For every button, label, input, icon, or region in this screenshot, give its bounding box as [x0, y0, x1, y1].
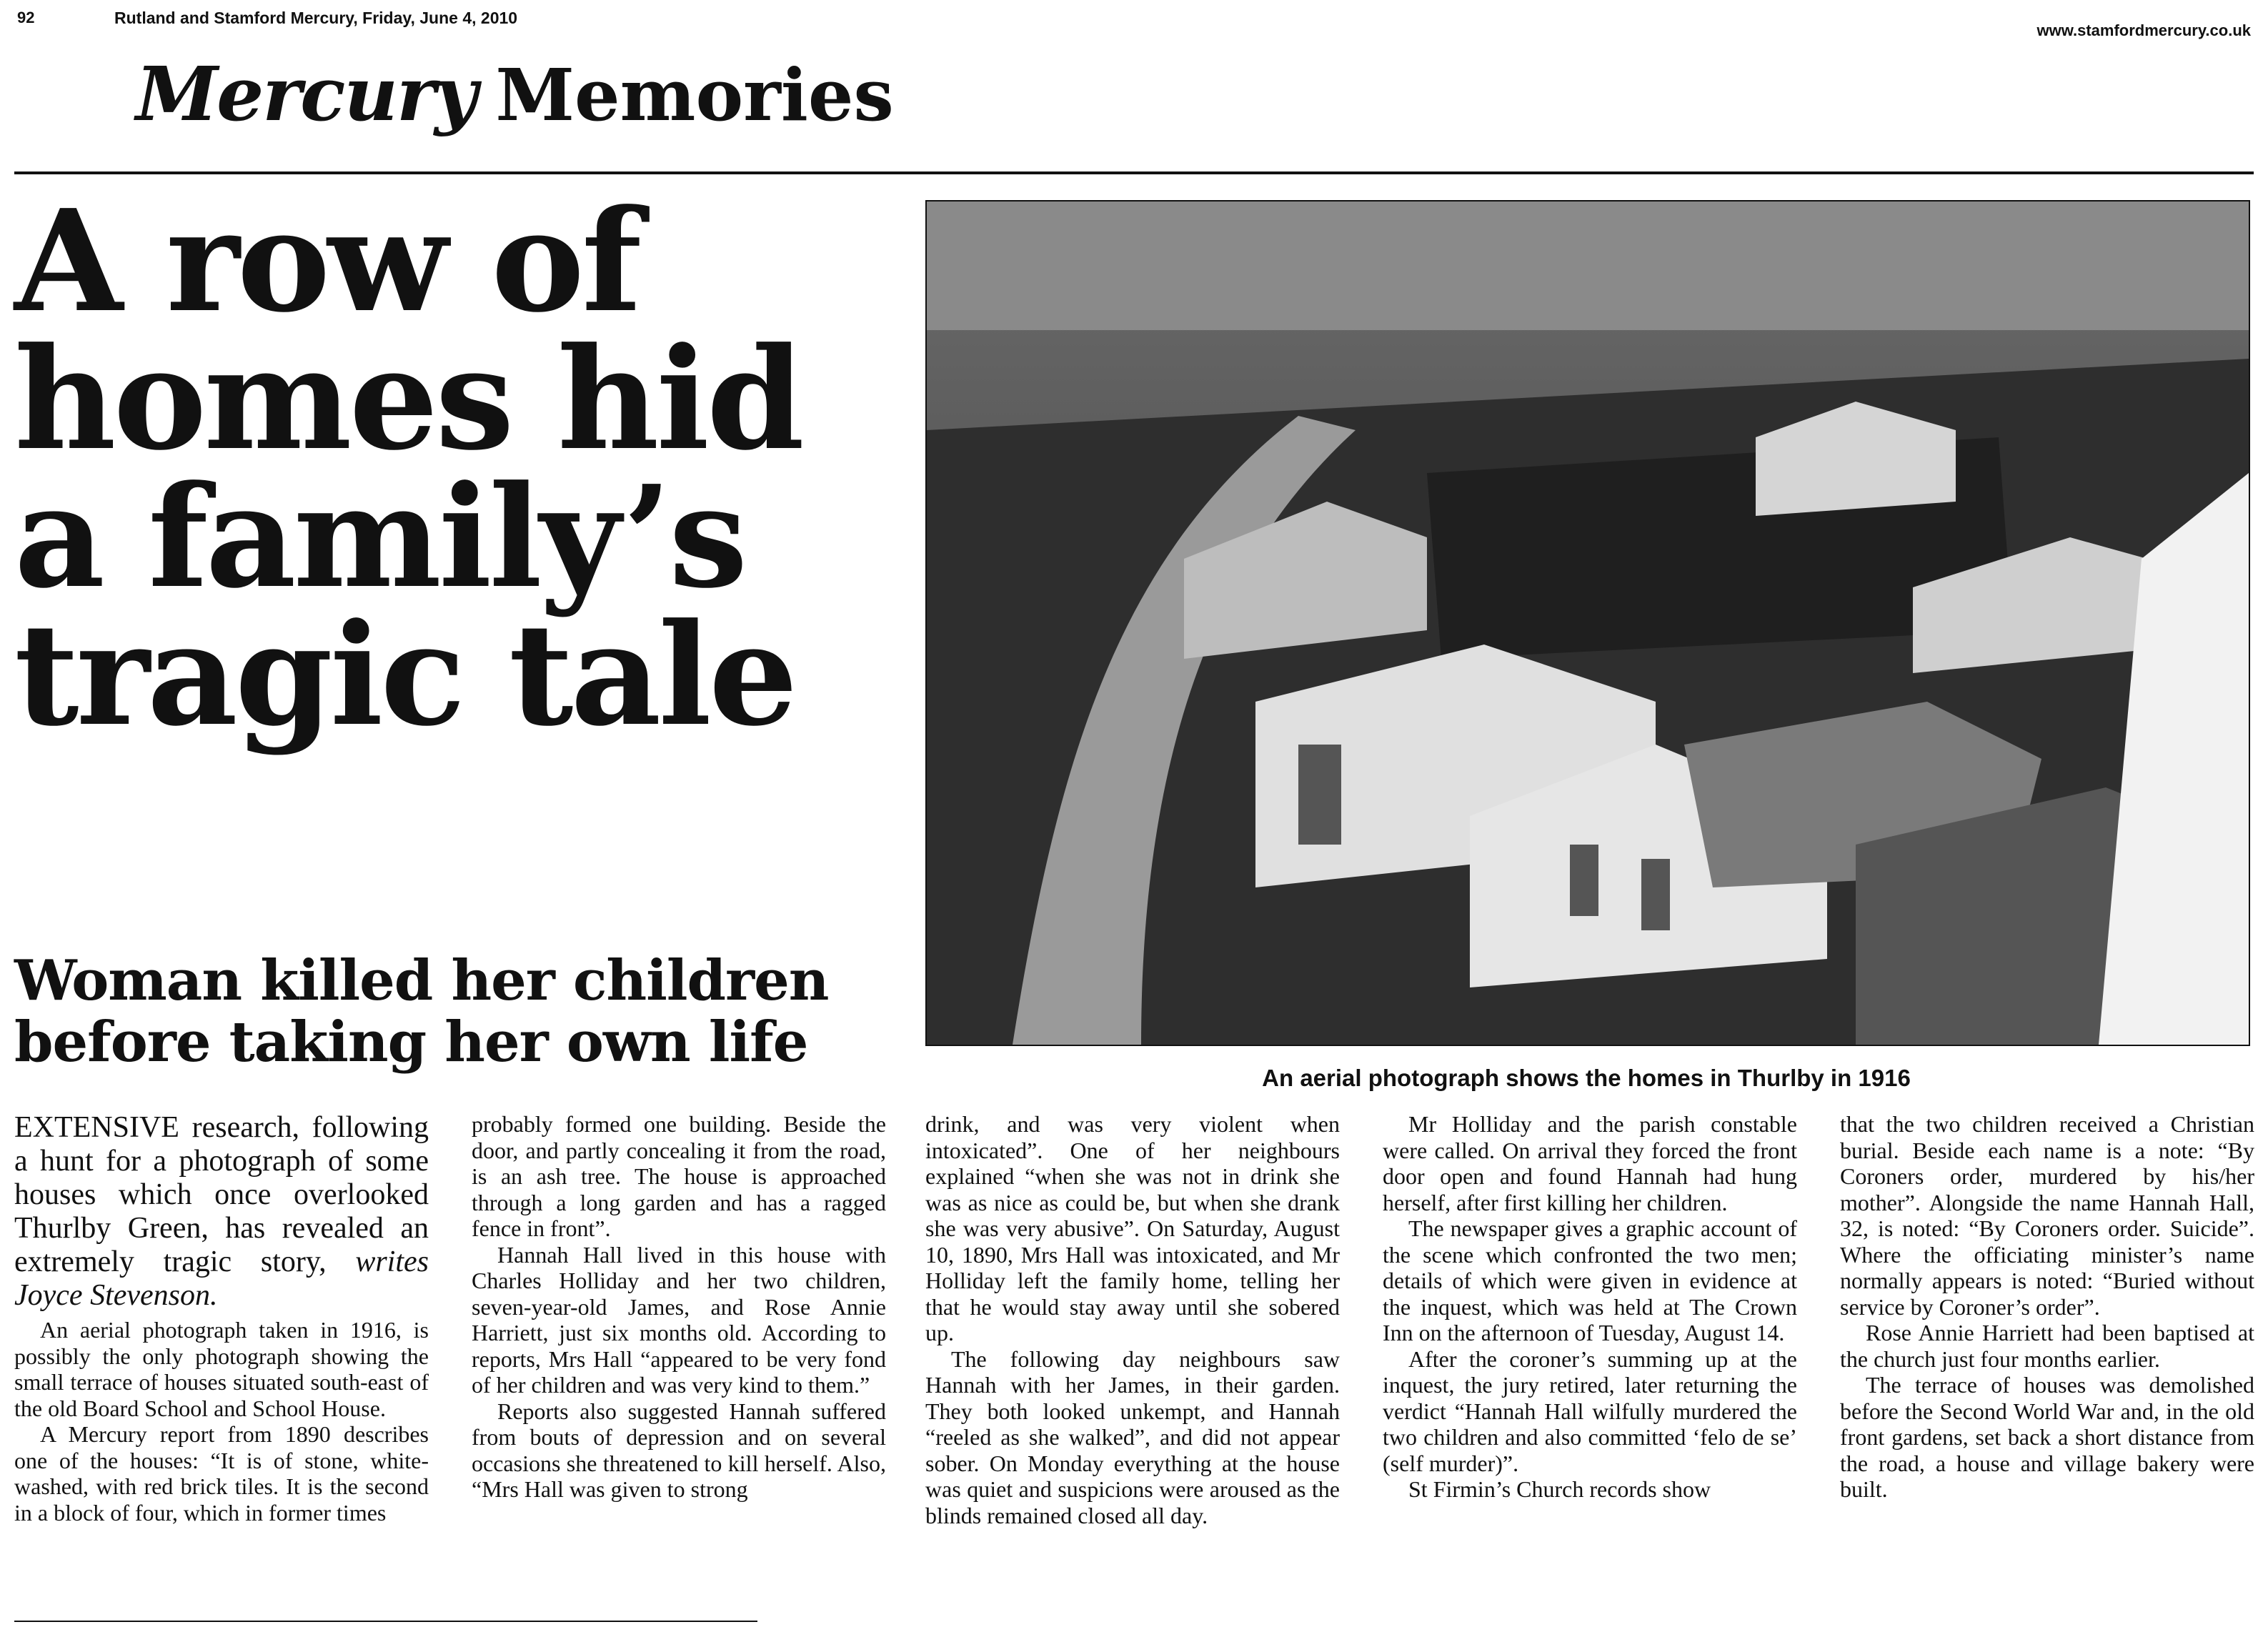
masthead-mercury: Mercury — [136, 50, 477, 138]
bottom-rule — [14, 1621, 757, 1622]
headline-line: A row of — [14, 179, 640, 344]
website-url: www.stamfordmercury.co.uk — [2036, 21, 2251, 39]
paragraph: Mr Holliday and the parish constable were called. On arrival they forced the front door open and found Hannah had hung herself, after first killing her children. — [1383, 1111, 1797, 1215]
headline-line: tragic tale — [14, 593, 795, 757]
page-header — [0, 6, 2268, 39]
paragraph: drink, and was very violent when intoxicated”. One of her neighbours explained “when she was not in drink she was as nice as could be, but when she drank she was very abusive”. On Saturday, August 10, 1890, Mrs Hall was intoxicated, and Mr Holliday left the family home, telling her that he would stay away until she sobered up. — [925, 1111, 1340, 1345]
article-column — [14, 1111, 429, 1526]
masthead-memories: Memories — [495, 53, 894, 137]
aerial-photograph — [925, 200, 2250, 1046]
article-column — [925, 1111, 1340, 1528]
paragraph: An aerial photograph taken in 1916, is possibly the only photograph showing the small terrace of houses situated south-east of the old Board School and School House. — [14, 1317, 429, 1421]
article-column — [1383, 1111, 1797, 1503]
photo-caption: An aerial photograph shows the homes in Thurlby in 1916 — [1262, 1065, 1911, 1091]
headline-line: a family’s — [14, 455, 745, 620]
byline: writes Joyce Stevenson. — [14, 1245, 429, 1312]
standfirst — [14, 950, 900, 1073]
paragraph: that the two children received a Christian burial. Beside each name is a note: “By Coroners order, murdered by his/her mother”. Alongside the name Hannah Hall, 32, is noted: “By Coroners order. Suicide”. Where the officiating minister’s name normally appears is noted: “Buried without service by Coroner’s order”. — [1840, 1111, 2254, 1320]
section-masthead — [136, 50, 894, 150]
paragraph: The terrace of houses was demolished before the Second World War and, in the old front gardens, set back a short distance from the road, a house and village bakery were built. — [1840, 1372, 2254, 1502]
paragraph: St Firmin’s Church records show — [1408, 1476, 1711, 1502]
article-intro — [14, 1111, 429, 1313]
paragraph: A Mercury report from 1890 describes one of the houses: “It is of stone, white-washed, with red brick tiles. It is the second in a block of four, which in former times — [14, 1421, 429, 1526]
dateline: Rutland and Stamford Mercury, Friday, June 4, 2010 — [114, 9, 518, 27]
masthead-rule — [14, 171, 2254, 174]
article-column — [1840, 1111, 2254, 1503]
paragraph: Rose Annie Harriett had been baptised at the church just four months earlier. — [1840, 1320, 2254, 1372]
intro-text: EXTENSIVE research, following a hunt for a photograph of some houses which once overlooked Thurlby Green, has revealed an extremely tragic story, — [14, 1111, 429, 1278]
page-number: 92 — [17, 9, 35, 26]
headline — [14, 179, 893, 757]
paragraph: Hannah Hall lived in this house with Charles Holliday and her two children, seven-year-old James, and Rose Annie Harriett, just six months old. According to reports, Mrs Hall “appeared to be very fond of her children and was very kind to them.” — [472, 1241, 886, 1398]
standfirst-line: before taking her own life — [14, 1010, 808, 1075]
paragraph: After the coroner’s summing up at the inquest, the jury retired, later returning the verdict “Hannah Hall wilfully murdered the two children and also committed ‘felo de se’ (self murder)”. — [1383, 1345, 1797, 1476]
headline-line: homes hid — [14, 317, 802, 482]
article-column — [472, 1111, 886, 1503]
paragraph: Reports also suggested Hannah suffered from bouts of depression and on several occasions she threatened to kill herself. Also, “Mrs Hall was given to strong — [472, 1398, 886, 1502]
standfirst-line: Woman killed her children — [14, 948, 829, 1013]
paragraph: The newspaper gives a graphic account of the scene which confronted the two men; details of which were given in evidence at the inquest, which was held at The Crown Inn on the afternoon of Tuesday, August 14. — [1383, 1215, 1797, 1345]
paragraph: The following day neighbours saw Hannah with her James, in their garden. They both looked unkempt, and Hannah “reeled as she walked”, and did not appear sober. On Monday everything at the house was quiet and suspicions were aroused as the blinds remained closed all day. — [925, 1345, 1340, 1528]
paragraph: probably formed one building. Beside the door, and partly concealing it from the road, is an ash tree. The house is approached through a long garden and has a ragged fence in front”. — [472, 1111, 886, 1241]
